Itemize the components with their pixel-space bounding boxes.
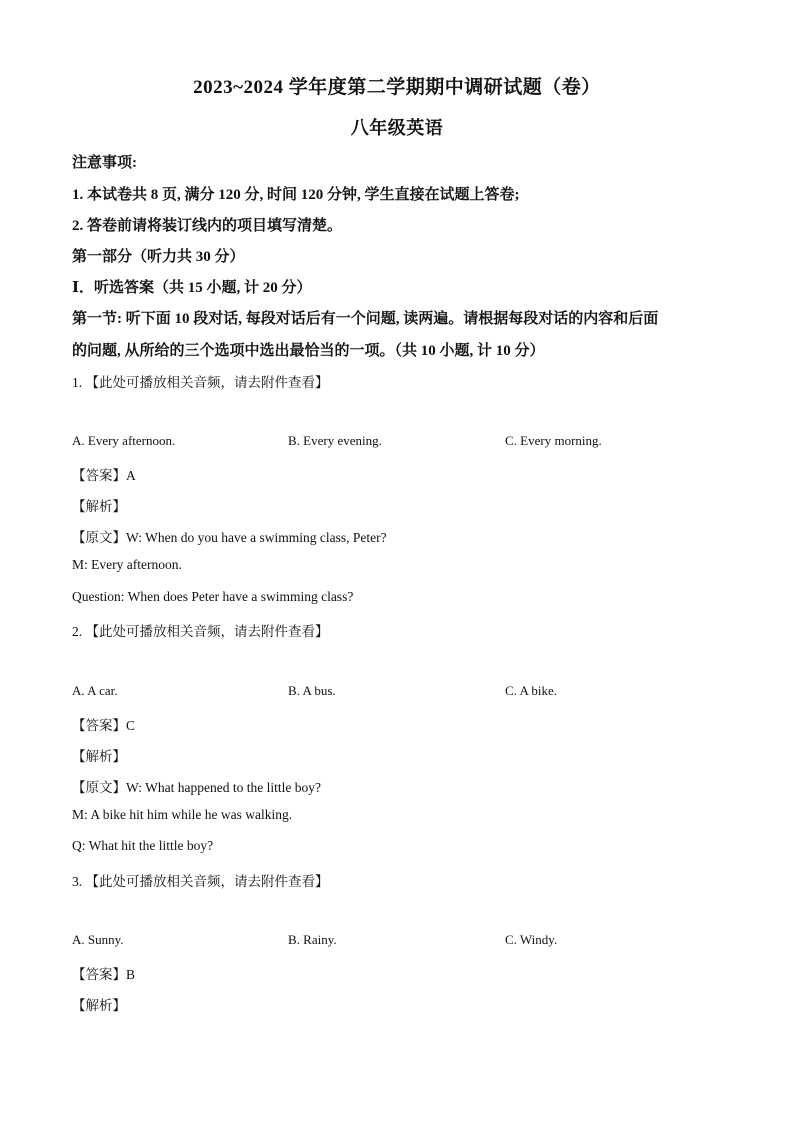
note-item: 2. 答卷前请将装订线内的项目填写清楚。 (72, 218, 343, 234)
option-b: B. Every evening. (288, 433, 382, 448)
answer-label: 【答案】B (72, 967, 136, 982)
transcript-line: 【原文】W: When do you have a swimming class, Peter? (72, 530, 387, 545)
option-b: B. Rainy. (288, 932, 337, 947)
question-stem: 3. 【此处可播放相关音频，请去附件查看】 (72, 874, 329, 889)
analysis-label: 【解析】 (72, 998, 126, 1013)
transcript-line: Question: When does Peter have a swimming class? (72, 589, 354, 604)
section-instruction: 的问题, 从所给的三个选项中选出最恰当的一项。（共 10 小题, 计 10 分） (72, 343, 545, 359)
notes-heading: 注意事项: (72, 155, 137, 171)
question-stem: 1. 【此处可播放相关音频，请去附件查看】 (72, 375, 329, 390)
option-c: C. Every morning. (505, 433, 602, 448)
transcript-line: Q: What hit the little boy? (72, 838, 214, 853)
analysis-label: 【解析】 (72, 749, 126, 764)
question-stem: 2. 【此处可播放相关音频，请去附件查看】 (72, 624, 329, 639)
transcript-line: M: A bike hit him while he was walking. (72, 807, 293, 822)
exam-subtitle: 八年级英语 (350, 118, 444, 138)
option-a: A. Every afternoon. (72, 433, 176, 448)
section-instruction: 第一节: 听下面 10 段对话, 每段对话后有一个问题, 读两遍。请根据每段对话的内容和后面 (72, 311, 659, 327)
option-c: C. Windy. (505, 932, 558, 947)
section-part: 第一部分（听力共 30 分） (72, 249, 245, 265)
option-a: A. Sunny. (72, 932, 124, 947)
option-b: B. A bus. (288, 683, 336, 698)
option-a: A. A car. (72, 683, 118, 698)
exam-title: 2023~2024 学年度第二学期期中调研试题（卷） (193, 77, 601, 98)
answer-label: 【答案】A (72, 468, 136, 483)
transcript-line: 【原文】W: What happened to the little boy? (72, 780, 321, 795)
transcript-line: M: Every afternoon. (72, 557, 182, 572)
note-item: 1. 本试卷共 8 页, 满分 120 分, 时间 120 分钟, 学生直接在试题上答卷; (72, 187, 520, 203)
section-sub: Ⅰ．听选答案（共 15 小题, 计 20 分） (72, 280, 312, 296)
analysis-label: 【解析】 (72, 499, 126, 514)
answer-label: 【答案】C (72, 718, 136, 733)
option-c: C. A bike. (505, 683, 558, 698)
